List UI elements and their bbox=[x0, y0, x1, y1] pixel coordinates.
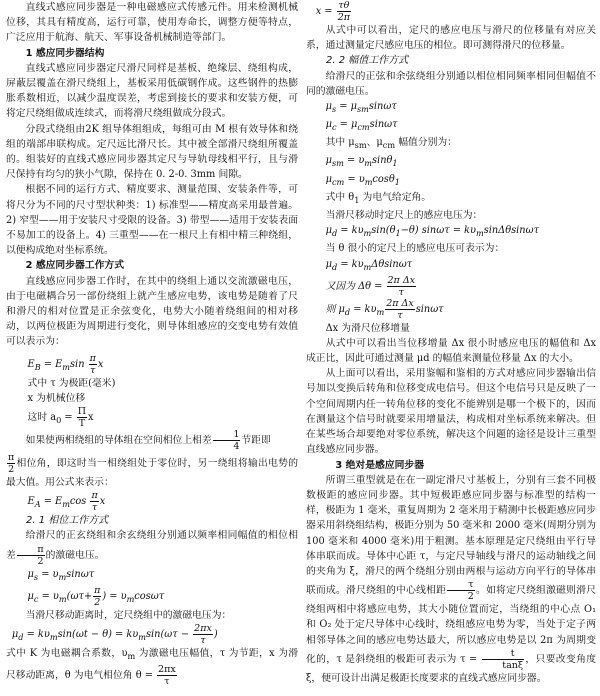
equation-usm: $\mu_{sm} = \upsilon_m\sin\theta_1$ bbox=[325, 155, 398, 169]
small-theta-text: 当 θ 很小的定尺上的感应电压可表示为： bbox=[325, 243, 505, 255]
equation-x: x = $\frac{\tau\theta}{2\pi}$ bbox=[315, 0, 351, 23]
amplitude-mode-paragraph: 给滑尺的正弦和余弦绕组分别通以相位相同频率相同但幅值不同的激磁电压。 bbox=[306, 70, 596, 97]
structure-paragraph-2: 分段式绕组由2K 组导体组组成，每组可由 M 根有效导体和绕组的端部串联构成。定尺远比滑尺长。其中被全部滑尺绕组所覆盖的。组装好的直线式感应同步器其定尺与导轨母线相平行，且与滑尺保持有均匀的狭小气隙，保持在 0. 2-0. 3mm 间隙。 bbox=[6, 123, 298, 181]
working-paragraph: 直线感应同步器工作时，在其中的绕组上通以交流激磁电压，由于电磁耦合另一部份绕组上就产生感应电势，该电势是随着了尺和滑尺的相对位置是正余弦变化，电势大小随着绕组间的相对移动，以两位极距为周期进行变化，则导体组感应的交变电势有效值可以表示为： bbox=[6, 275, 298, 348]
structure-paragraph-1: 直线式感应同步器定尺滑尺同样是基板、绝缘层、绕组构成，屏蔽层覆盖在滑尺绕组上，基板采用低碳钢作成。这些钢件的热膨胀系数相近，以减少温度误差，考虑到接长的要求和安装方便，可将定尺绕组做成连续式，而将滑尺绕组做成分段式。 bbox=[6, 62, 298, 120]
amplitude-conclusion-paragraph: 从式中可以看出当位移增量 Δx 很小时感应电压的幅值和 Δx 成正比，因此可通过测量 μd 的幅值来测量位移量 Δx 的大小。 bbox=[306, 337, 596, 365]
intro-paragraph: 直线式感应同步器是一种电磁感应式传感元件。用来检测机械位移，其具有精度高，运行可靠，使用寿命长，调整方便等特点，广泛应用于航海、航天、军事设备机械制造等部门。 bbox=[6, 2, 298, 44]
equation-ea: $E_A = E_m\cos$ $\frac{\pi}{\tau}$ x bbox=[27, 490, 106, 514]
delta-x-definition: Δx 为滑尺位移增量 bbox=[325, 322, 410, 334]
a0-definition: 这时 $a_0$ = $\frac{\Pi}{T}$ x bbox=[27, 406, 94, 430]
structure-paragraph-3: 根据不同的运行方式、精度要求、测量范围、安装条件等，可将尺分为不同的尺寸型状种类：1) 标准型——精度高采用最普遍。2) 窄型——用于安装尺寸受限的设备。3) 带型——适用于安装表面不易加工的设备上。4) 三重型——在一根尺上有相中精三种绕组，以便构成绝对坐标系统。 bbox=[6, 184, 298, 257]
equation-us: $\mu_s = \upsilon_m\sin\omega\tau$ bbox=[27, 568, 95, 582]
section-1-heading: 1 感应同步器结构 bbox=[25, 47, 105, 59]
equation-delta-theta: 又因为 Δθ = $\frac{\text{2π Δx}}{\tau}$ bbox=[325, 274, 416, 298]
equation-uc-amp: $\mu_c = \mu_{cm}\sin\omega\tau$ bbox=[325, 119, 398, 133]
equation-us-amp: $\mu_s = \mu_{sm}\sin\omega\tau$ bbox=[325, 101, 397, 114]
discussion-paragraph: 从上面可以看出，采用鉴幅和鉴相的方式对感应同步器输出信号加以变换后转角和位移变成电信号。但这个电信号只是反映了一个空间周期内任一转角位移的变化不能辨别是哪一个极下的，因而在测量这个信号时就要采用增量法，构成相对坐标系统来解决。但在某些场合却要绝对零位系统，解决这个问题的途径是设计三重型直线感应同步器。 bbox=[306, 368, 596, 456]
equation-ud-phase: $\mu_d = k\upsilon_m\sin(\omega t - \theta) = k\upsilon_m\sin(\omega\tau$ − $\frac{2\pi x}{\tau}$ ) bbox=[11, 623, 218, 647]
phase-paragraph-1: 如果使两相绕组的导体组在空间相位上相差 $\frac{1}{4}$ 节距即 bbox=[25, 429, 271, 453]
section-2-heading: 2 感应同步器工作方式 bbox=[25, 260, 124, 272]
equation-eb: $E_B = E_m\sin$ $\frac{\pi}{\tau}$ x bbox=[27, 352, 104, 376]
induced-voltage-text: 当滑尺移动时定尺上的感应电压为： bbox=[325, 209, 483, 221]
left-column bbox=[6, 0, 298, 687]
equation-ucm: $\mu_{cm} = \upsilon_m\cos\theta_1$ bbox=[325, 173, 400, 187]
phase-paragraph-2: $\frac{\pi}{2}$ 相位角，即这时当一相绕组处于零位时，另一绕组将输出电势的最大值。用公式来表示： bbox=[6, 452, 298, 489]
right-column bbox=[306, 0, 596, 686]
theta1-definition: 式中 $\theta_1$ 为电气给定角。 bbox=[325, 191, 432, 205]
tau-definition: 式中 τ 为极距(毫米) bbox=[27, 377, 116, 389]
coefficient-definition: 式中 K 为电磁耦合系数，$\upsilon_m$ 为激磁电压幅值，τ 为节距，x 为滑尺移动距离，θ 为电气相位角 θ = $\frac{2\pi x}{\tau}$ bbox=[6, 648, 298, 688]
subsection-2-2-heading: 2. 2 幅值工作方式 bbox=[326, 55, 409, 67]
displacement-text: 当滑尺移动距离时，定尺绕组中的激磁电压为： bbox=[25, 609, 232, 621]
phase-mode-paragraph: 给滑尺的正玄绕组和余玄绕组分别通以频率相同幅值的相位相差 $\frac{\pi}{2}$ 的激磁电压。 bbox=[6, 530, 298, 567]
equation-ud-small: $\mu_d = k\upsilon_m\Delta\theta\sin\omega\tau$ bbox=[325, 258, 413, 272]
phase-conclusion-paragraph: 从式中可以看出，定尺的感应电压与滑尺的位移量有对应关系，通过测量定尺感应电压的相位。即可测得滑尺的位移量。 bbox=[306, 25, 596, 52]
triple-type-paragraph: 所谓三重型就是在在一副定滑尺寸基板上，分别有三套不同极数极距的感应同步器。其中短极距感应同步器与标准型的结构一样，极距为 1 毫米，重复周期为 2 毫米用于精测中长极距感应同步器采用斜绕组结构，极距分别为 50 毫米和 2000 毫米(周期分别为 100 毫米和 4000 毫米)用于粗测。基本原理是定尺绕组由平行导体串联而成。导体中心距 τ，与定尺导轴线与滑尺的运动轴线之间的夹角为 ξ，滑尺的两个绕组分别由两根与运动方向平行的导体串联而成。滑尺绕组的中心线相距 $\frac{\tau}{2}$ 。如将定尺绕组激磁则滑尺绕组两相中将感应电势，其大小随位置而定，当绕组的中心点 O₁ 和 O₂ 处于定尺导体中心线时，绕组感应电势为零，当处于定子两相邻导体之间的感应电势达最大，所以感应电势是以 2π 为周期变化的，τ 是斜绕组的极距可表示为 τ = $\frac{t}{\tan\xi}$ ，只要改变角度 ξ，便可设计出满足极距长度要求的直线式感应同步器。 bbox=[306, 474, 597, 684]
subsection-2-1-heading: 2. 1 相位工作方式 bbox=[26, 515, 109, 527]
amplitude-values-text: 其中 $\mu_{sm}$、$\mu_{cm}$ 幅值分别为： bbox=[325, 137, 457, 151]
section-3-heading: 3 绝对是感应同步器 bbox=[335, 459, 424, 471]
equation-uc: $\mu_c = \upsilon_m(\omega\tau+$ $\frac{\pi}{2}$ ) = $\upsilon_m\cos\omega\tau$ bbox=[27, 584, 165, 608]
x-definition: x 为机械位移 bbox=[27, 392, 86, 404]
equation-ud-amp: $\mu_d = k\upsilon_m\sin(\theta_1-\theta) \sin\omega\tau = k\upsilon_m\sin\Delta\theta\sin\omega\tau$ bbox=[325, 225, 540, 239]
equation-ud-final: 则 $\mu_d = k\upsilon_m$ $\frac{\text{2π Δx}}{\tau}$ sinωτ bbox=[325, 297, 444, 321]
